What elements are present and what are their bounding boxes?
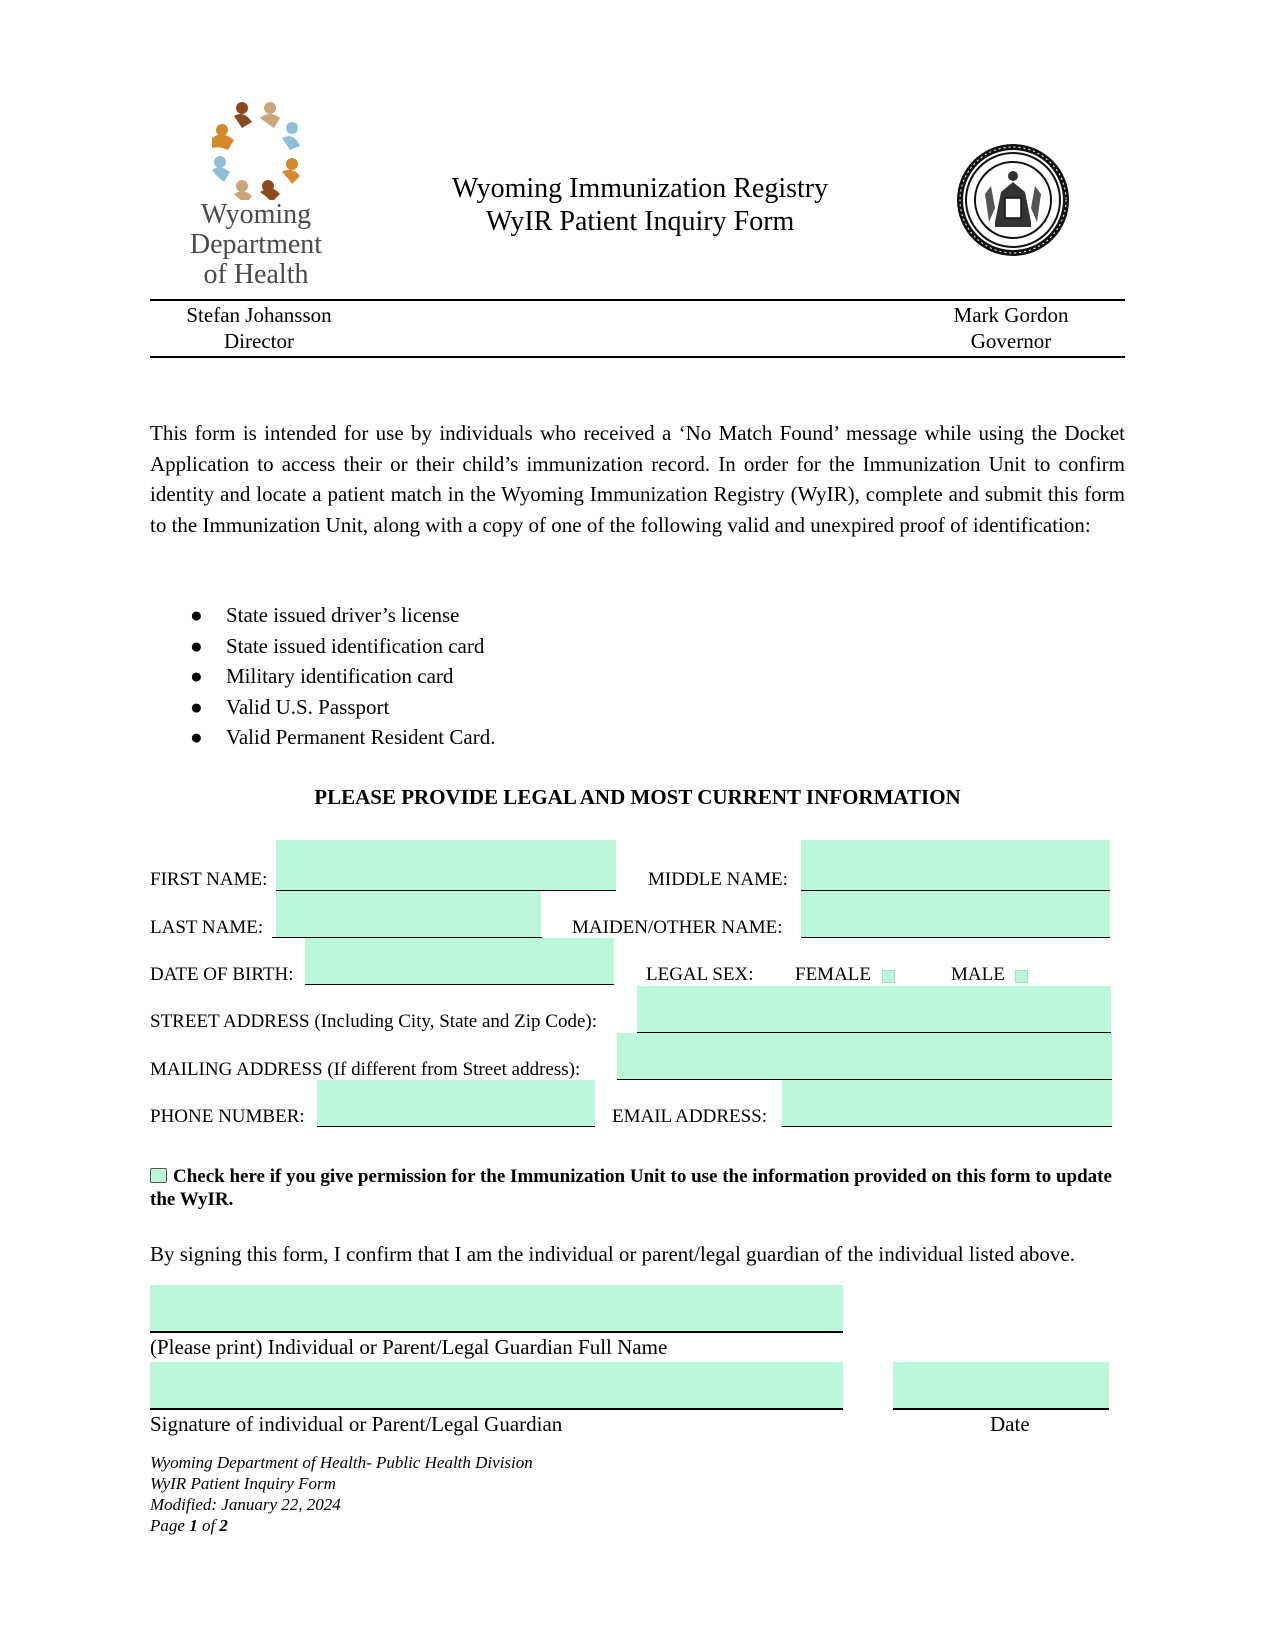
logo-wordmark [176,200,336,290]
list-item-text: Valid Permanent Resident Card. [226,725,496,749]
print-name-field[interactable] [150,1285,843,1333]
logo-line-3: of Health [203,259,309,290]
male-checkbox[interactable] [1015,970,1028,983]
dob-field[interactable] [305,938,614,985]
title-line-2: WyIR Patient Inquiry Form [485,206,795,237]
list-item [150,600,495,631]
phone-number-field[interactable] [317,1080,595,1127]
signature-caption: Signature of individual or Parent/Legal Guardian [150,1412,563,1436]
list-item-text: State issued driver’s license [226,603,460,627]
people-circle-logo-icon [176,100,336,200]
great-seal-icon [955,142,1071,258]
of-word: of [201,1516,216,1535]
date-caption: Date [990,1412,1030,1436]
street-address-label: STREET ADDRESS (Including City, State and Zip Code): [150,1011,598,1032]
list-item-text: State issued identification card [226,633,485,658]
email-address-label: EMAIL ADDRESS: [612,1106,768,1127]
page-word: Page [150,1516,185,1535]
middle-name-field[interactable] [801,840,1110,891]
bullet-icon: ● [190,603,203,627]
female-label: FEMALE [795,964,871,985]
mailing-address-field[interactable] [617,1033,1112,1080]
page-current: 1 [189,1516,198,1535]
dob-label: DATE OF BIRTH: [150,964,294,985]
date-field[interactable] [893,1362,1109,1410]
mailing-address-label: MAILING ADDRESS (If different from Street address): [150,1059,581,1080]
list-item-text: Valid U.S. Passport [226,694,390,719]
bullet-icon: ● [190,725,203,749]
street-address-field[interactable] [637,986,1111,1033]
legal-sex-label: LEGAL SEX: [646,964,754,985]
phone-number-label: PHONE NUMBER: [150,1106,305,1127]
governor-title: Governor [970,329,1052,353]
governor-block [896,302,1126,354]
footer-page-number [150,1515,533,1536]
first-name-label: FIRST NAME: [150,869,268,890]
section-heading: PLEASE PROVIDE LEGAL AND MOST CURRENT INFORMATION [314,785,961,809]
bullet-icon: ● [190,664,203,688]
director-block [144,302,374,354]
id-list [150,600,495,753]
confirmation-text: By signing this form, I confirm that I am the individual or parent/legal guardian of the individual listed above. [150,1242,1075,1266]
list-item-text: Military identification card [226,664,454,688]
form-title [430,172,850,238]
print-name-caption: (Please print) Individual or Parent/Legal Guardian Full Name [150,1335,668,1359]
director-name: Stefan Johansson [186,303,332,327]
male-label: MALE [951,964,1005,985]
maiden-name-label: MAIDEN/OTHER NAME: [572,917,783,938]
first-name-field[interactable] [276,840,616,891]
footer-form-name: WyIR Patient Inquiry Form [150,1474,336,1493]
page-total: 2 [219,1516,228,1535]
footer-division: Wyoming Department of Health- Public Health Division [150,1453,533,1472]
wdh-logo [176,100,336,290]
logo-line-1: Wyoming [200,199,312,230]
list-item [150,722,495,753]
email-address-field[interactable] [782,1080,1112,1127]
director-title: Director [224,329,294,353]
list-item [150,631,495,662]
female-checkbox[interactable] [882,970,895,983]
header-rule-bottom [150,356,1125,358]
last-name-label: LAST NAME: [150,917,264,938]
list-item [150,692,495,723]
header-rule-top [150,299,1125,301]
bullet-icon: ● [190,694,203,719]
intro-paragraph: This form is intended for use by individuals who received a ‘No Match Found’ message while using the Docket Application to access their or their child’s immunization record. In order for the Immunization Unit to confirm identity and locate a patient match in the Wyoming Immunization Registry (WyIR), complete and submit this form to the Immunization Unit, along with a copy of one of the following valid and unexpired proof of identification: [150,421,1125,537]
maiden-name-field[interactable] [801,891,1110,938]
page-footer [150,1452,533,1536]
state-seal [955,142,1071,258]
logo-line-2: Department [189,229,323,260]
governor-name: Mark Gordon [953,303,1069,327]
signature-field[interactable] [150,1362,843,1410]
middle-name-label: MIDDLE NAME: [648,869,788,890]
permission-text: Check here if you give permission for the Immunization Unit to use the information provided on this form to update the WyIR. [150,1166,1112,1210]
list-item [150,661,495,692]
title-line-1: Wyoming Immunization Registry [451,173,829,204]
bullet-icon: ● [190,633,203,658]
permission-block [150,1165,1125,1211]
last-name-field[interactable] [276,891,541,937]
footer-modified: Modified: January 22, 2024 [150,1495,341,1514]
permission-checkbox[interactable] [150,1168,167,1183]
